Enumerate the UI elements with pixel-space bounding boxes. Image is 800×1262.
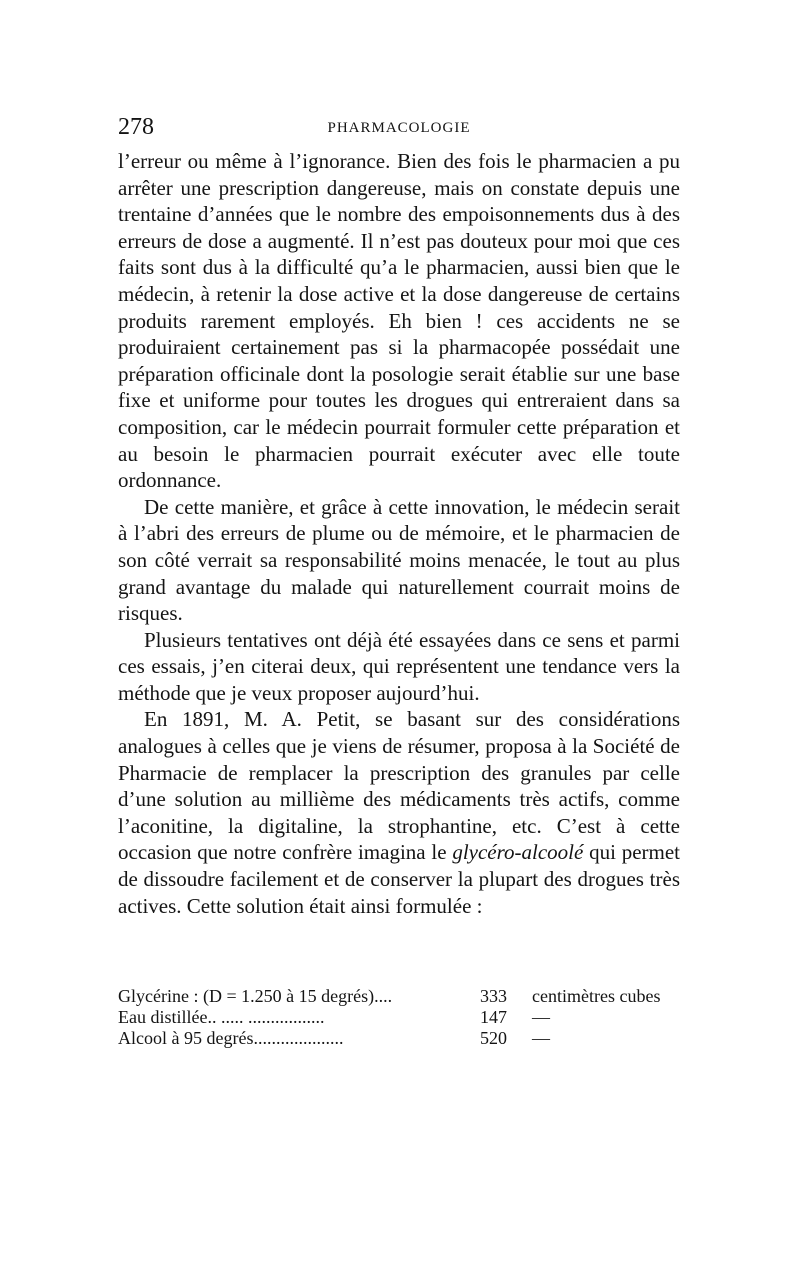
paragraph-text: qui permet de dissoudre facilement et de conserver la plupart des drogues très actives. Cette solution était ainsi formulée :: [118, 840, 680, 918]
formula-row: [118, 1007, 698, 1028]
formula-ingredient: Eau distillée.. ..... .................: [118, 1007, 325, 1027]
paragraph: Plusieurs tentatives ont déjà été essayées dans ce sens et parmi ces essais, j’en citerai deux, qui représentent une tendance vers la méthode que je veux proposer aujourd’hui.: [118, 627, 680, 705]
formula-quantity: 147: [480, 1007, 507, 1027]
formula-unit: centimètres cubes: [532, 986, 661, 1006]
formula-row: [118, 986, 698, 1007]
paragraph-text: En 1891, M. A. Petit, se basant sur des considérations analogues à celles que je viens de résumer, proposa à la Société de Pharmacie de remplacer la prescription des granules par celle d’une solution au millième des médicaments très actifs, comme l’aconitine, la digitaline, la strophantine, etc. C’est à cette occasion que notre confrère imagina le: [118, 707, 680, 865]
formula-ingredient: Alcool à 95 degrés....................: [118, 1028, 344, 1048]
page-number: 278: [118, 114, 154, 140]
paragraph: De cette manière, et grâce à cette innovation, le médecin serait à l’abri des erreurs de plume ou de mémoire, et le pharmacien de son côté verrait sa responsabilité moins menacée, le tout au plus grand avantage du malade qui naturellement courrait moins de risques.: [118, 494, 680, 626]
emphasized-term: glycéro-alcoolé: [452, 840, 584, 865]
formula-unit: —: [532, 1028, 550, 1048]
formula-quantity: 520: [480, 1028, 507, 1048]
formula-row: [118, 1028, 698, 1049]
body-text: [118, 148, 680, 919]
paragraph-continued: l’erreur ou même à l’ignorance. Bien des fois le pharmacien a pu arrêter une prescription dangereuse, mais on constate depuis une trentaine d’années que le nombre des empoisonnements dus à des erreurs de dose a augmenté. Il n’est pas douteux pour moi que ces faits sont dus à la difficulté qu’a le pharmacien, aussi bien que le médecin, à retenir la dose active et la dose dangereuse de certains produits rarement employés. Eh bien ! ces accidents ne se produiraient certainement pas si la pharmacopée possédait une préparation officinale dont la posologie serait établie sur une base fixe et uniforme pour toutes les drogues qui entreraient dans sa composition, car le médecin pourrait formuler cette préparation et au besoin le pharmacien pourrait exécuter avec elle toute ordonnance.: [118, 149, 680, 493]
formula-ingredient: Glycérine : (D = 1.250 à 15 degrés)....: [118, 986, 393, 1006]
paragraph-glycero-alcoole: [118, 706, 680, 919]
formula-unit: —: [532, 1007, 550, 1027]
formula-table: [118, 986, 698, 1049]
page-header: [118, 112, 680, 142]
running-title: PHARMACOLOGIE: [327, 120, 471, 136]
formula-quantity: 333: [480, 986, 507, 1006]
